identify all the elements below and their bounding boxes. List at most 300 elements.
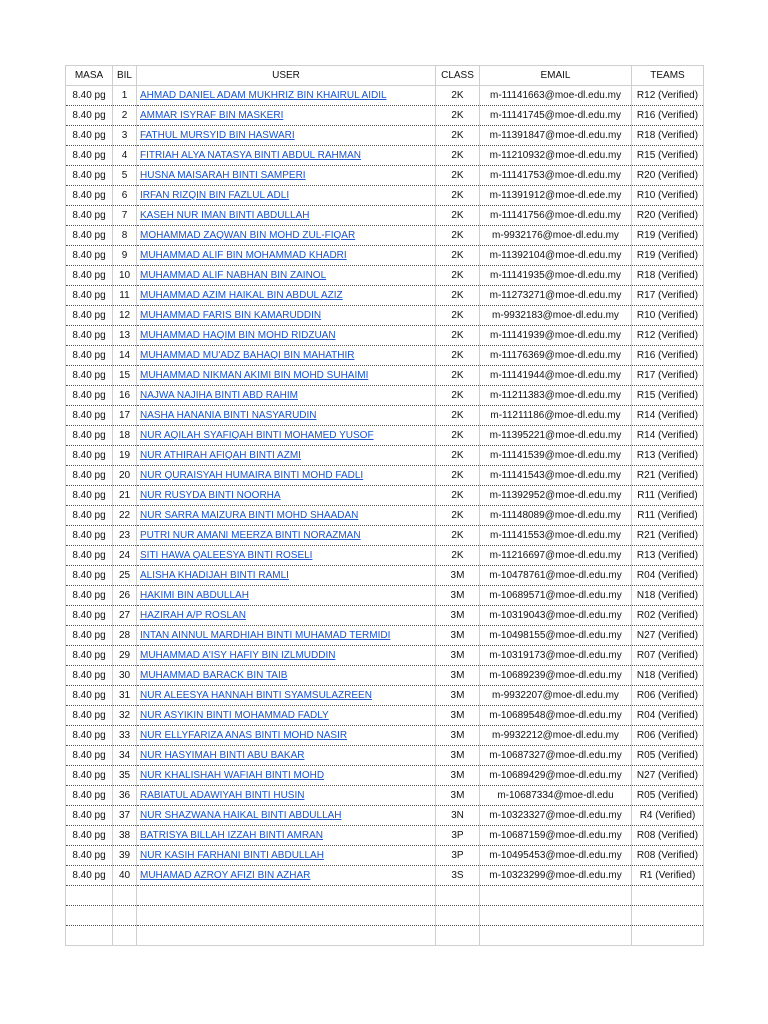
user-link[interactable]: MUHAMMAD HAQIM BIN MOHD RIDZUAN xyxy=(140,330,336,341)
class-cell: 2K xyxy=(436,526,480,546)
teams-cell: N27 (Verified) xyxy=(632,766,704,786)
user-link[interactable]: MUHAMMAD FARIS BIN KAMARUDDIN xyxy=(140,310,322,321)
user-link[interactable]: FITRIAH ALYA NATASYA BINTI ABDUL RAHMAN xyxy=(140,150,361,161)
class-cell: 2K xyxy=(436,306,480,326)
user-cell xyxy=(137,766,436,786)
bil-cell: 17 xyxy=(113,406,137,426)
email-cell: m-11391847@moe-dl.edu.my xyxy=(480,126,632,146)
teams-cell: R17 (Verified) xyxy=(632,286,704,306)
masa-cell: 8.40 pg xyxy=(66,506,113,526)
email-cell: m-11211383@moe-dl.edu.my xyxy=(480,386,632,406)
masa-cell: 8.40 pg xyxy=(66,826,113,846)
table-row xyxy=(66,346,704,366)
email-cell: m-11216697@moe-dl.edu.my xyxy=(480,546,632,566)
user-cell xyxy=(137,326,436,346)
user-cell xyxy=(137,826,436,846)
user-cell xyxy=(137,466,436,486)
table-row xyxy=(66,186,704,206)
user-cell xyxy=(137,406,436,426)
class-cell: 2K xyxy=(436,186,480,206)
masa-cell: 8.40 pg xyxy=(66,446,113,466)
user-cell xyxy=(137,686,436,706)
user-cell xyxy=(137,706,436,726)
user-link[interactable]: AMMAR ISYRAF BIN MASKERI xyxy=(140,110,284,121)
email-cell: m-10689239@moe-dl.edu.my xyxy=(480,666,632,686)
email-cell: m-10687327@moe-dl.edu.my xyxy=(480,746,632,766)
user-cell xyxy=(137,106,436,126)
email-cell: m-11141935@moe-dl.edu.my xyxy=(480,266,632,286)
empty-cell xyxy=(137,886,436,906)
email-cell: m-9932207@moe-dl.edu.my xyxy=(480,686,632,706)
empty-cell xyxy=(137,906,436,926)
masa-cell: 8.40 pg xyxy=(66,726,113,746)
user-link[interactable]: MOHAMMAD ZAQWAN BIN MOHD ZUL-FIQAR xyxy=(140,230,356,241)
user-cell xyxy=(137,866,436,886)
empty-cell xyxy=(66,926,113,946)
email-cell: m-10478761@moe-dl.edu.my xyxy=(480,566,632,586)
user-cell xyxy=(137,606,436,626)
class-cell: 2K xyxy=(436,166,480,186)
class-cell: 3N xyxy=(436,806,480,826)
masa-cell: 8.40 pg xyxy=(66,586,113,606)
email-cell: m-10323299@moe-dl.edu.my xyxy=(480,866,632,886)
empty-cell xyxy=(436,926,480,946)
class-cell: 2K xyxy=(436,226,480,246)
bil-cell: 26 xyxy=(113,586,137,606)
masa-cell: 8.40 pg xyxy=(66,866,113,886)
table-row xyxy=(66,326,704,346)
teams-cell: N18 (Verified) xyxy=(632,586,704,606)
empty-row xyxy=(66,886,704,906)
teams-cell: R10 (Verified) xyxy=(632,306,704,326)
user-cell xyxy=(137,526,436,546)
class-cell: 3M xyxy=(436,626,480,646)
user-cell xyxy=(137,486,436,506)
class-cell: 2K xyxy=(436,486,480,506)
masa-cell: 8.40 pg xyxy=(66,486,113,506)
user-link[interactable]: MUHAMMAD ALIF BIN MOHAMMAD KHADRI xyxy=(140,250,347,261)
teams-cell: R08 (Verified) xyxy=(632,826,704,846)
bil-cell: 3 xyxy=(113,126,137,146)
user-link[interactable]: NUR QURAISYAH HUMAIRA BINTI MOHD FADLI xyxy=(140,470,364,481)
masa-cell: 8.40 pg xyxy=(66,646,113,666)
email-cell: m-11392952@moe-dl.edu.my xyxy=(480,486,632,506)
email-cell: m-10689429@moe-dl.edu.my xyxy=(480,766,632,786)
empty-cell xyxy=(632,906,704,926)
teams-cell: R13 (Verified) xyxy=(632,446,704,466)
user-cell xyxy=(137,286,436,306)
user-cell xyxy=(137,546,436,566)
class-cell: 2K xyxy=(436,386,480,406)
masa-cell: 8.40 pg xyxy=(66,466,113,486)
user-cell xyxy=(137,366,436,386)
header-class: CLASS xyxy=(436,66,480,86)
table-row xyxy=(66,706,704,726)
masa-cell: 8.40 pg xyxy=(66,426,113,446)
teams-cell: R15 (Verified) xyxy=(632,146,704,166)
masa-cell: 8.40 pg xyxy=(66,246,113,266)
class-cell: 2K xyxy=(436,266,480,286)
user-link[interactable]: MUHAMMAD NIKMAN AKIMI BIN MOHD SUHAIMI xyxy=(140,370,369,381)
user-link[interactable]: MUHAMMAD ALIF NABHAN BIN ZAINOL xyxy=(140,270,327,281)
class-cell: 3P xyxy=(436,826,480,846)
bil-cell: 2 xyxy=(113,106,137,126)
teams-cell: N27 (Verified) xyxy=(632,626,704,646)
user-cell xyxy=(137,246,436,266)
teams-cell: R06 (Verified) xyxy=(632,686,704,706)
user-cell xyxy=(137,86,436,106)
user-cell xyxy=(137,306,436,326)
user-cell xyxy=(137,426,436,446)
teams-cell: R4 (Verified) xyxy=(632,806,704,826)
bil-cell: 40 xyxy=(113,866,137,886)
empty-cell xyxy=(480,926,632,946)
bil-cell: 5 xyxy=(113,166,137,186)
teams-cell: R14 (Verified) xyxy=(632,406,704,426)
user-cell xyxy=(137,566,436,586)
bil-cell: 13 xyxy=(113,326,137,346)
table-row xyxy=(66,86,704,106)
user-link[interactable]: HAZIRAH A/P ROSLAN xyxy=(140,610,246,621)
user-link[interactable]: MUHAMMAD AZIM HAIKAL BIN ABDUL AZIZ xyxy=(140,290,343,301)
class-cell: 3M xyxy=(436,706,480,726)
user-cell xyxy=(137,626,436,646)
teams-cell: R11 (Verified) xyxy=(632,486,704,506)
user-link[interactable]: NUR ASYIKIN BINTI MOHAMMAD FADLY xyxy=(140,710,329,721)
user-link[interactable]: KASEH NUR IMAN BINTI ABDULLAH xyxy=(140,210,310,221)
header-email: EMAIL xyxy=(480,66,632,86)
teams-cell: R08 (Verified) xyxy=(632,846,704,866)
user-cell xyxy=(137,226,436,246)
bil-cell: 12 xyxy=(113,306,137,326)
teams-cell: R04 (Verified) xyxy=(632,566,704,586)
table-row xyxy=(66,746,704,766)
table-row xyxy=(66,566,704,586)
table-row xyxy=(66,726,704,746)
email-cell: m-9932183@moe-dl.edu.my xyxy=(480,306,632,326)
user-link[interactable]: NUR RUSYDA BINTI NOORHA xyxy=(140,490,281,501)
table-row xyxy=(66,626,704,646)
teams-cell: R18 (Verified) xyxy=(632,266,704,286)
user-cell xyxy=(137,726,436,746)
user-link[interactable]: NUR KHALISHAH WAFIAH BINTI MOHD xyxy=(140,770,325,781)
user-link[interactable]: MUHAMMAD BARACK BIN TAIB xyxy=(140,670,288,681)
empty-cell xyxy=(436,886,480,906)
empty-cell xyxy=(113,906,137,926)
email-cell: m-10687334@moe-dl.edu xyxy=(480,786,632,806)
user-cell xyxy=(137,126,436,146)
table-row xyxy=(66,686,704,706)
class-roster-table xyxy=(65,65,704,946)
bil-cell: 23 xyxy=(113,526,137,546)
table-row xyxy=(66,226,704,246)
masa-cell: 8.40 pg xyxy=(66,206,113,226)
user-cell xyxy=(137,446,436,466)
bil-cell: 6 xyxy=(113,186,137,206)
class-cell: 3M xyxy=(436,666,480,686)
class-cell: 2K xyxy=(436,126,480,146)
email-cell: m-11141553@moe-dl.edu.my xyxy=(480,526,632,546)
class-cell: 3M xyxy=(436,586,480,606)
teams-cell: R21 (Verified) xyxy=(632,466,704,486)
table-row xyxy=(66,586,704,606)
user-cell xyxy=(137,786,436,806)
masa-cell: 8.40 pg xyxy=(66,746,113,766)
masa-cell: 8.40 pg xyxy=(66,366,113,386)
email-cell: m-10319173@moe-dl.edu.my xyxy=(480,646,632,666)
teams-cell: R1 (Verified) xyxy=(632,866,704,886)
table-row xyxy=(66,546,704,566)
user-link[interactable]: AHMAD DANIEL ADAM MUKHRIZ BIN KHAIRUL AIDIL xyxy=(140,90,387,101)
masa-cell: 8.40 pg xyxy=(66,86,113,106)
table-row xyxy=(66,386,704,406)
table-row xyxy=(66,526,704,546)
teams-cell: R06 (Verified) xyxy=(632,726,704,746)
email-cell: m-10495453@moe-dl.edu.my xyxy=(480,846,632,866)
class-cell: 2K xyxy=(436,506,480,526)
empty-cell xyxy=(480,886,632,906)
class-cell: 2K xyxy=(436,426,480,446)
teams-cell: R19 (Verified) xyxy=(632,246,704,266)
class-cell: 2K xyxy=(436,346,480,366)
bil-cell: 28 xyxy=(113,626,137,646)
user-cell xyxy=(137,506,436,526)
bil-cell: 16 xyxy=(113,386,137,406)
user-link[interactable]: NAJWA NAJIHA BINTI ABD RAHIM xyxy=(140,390,298,401)
bil-cell: 19 xyxy=(113,446,137,466)
empty-cell xyxy=(113,886,137,906)
table-row xyxy=(66,266,704,286)
header-masa: MASA xyxy=(66,66,113,86)
class-cell: 3S xyxy=(436,866,480,886)
teams-cell: N18 (Verified) xyxy=(632,666,704,686)
table-row xyxy=(66,146,704,166)
user-cell xyxy=(137,206,436,226)
user-link[interactable]: ALISHA KHADIJAH BINTI RAMLI xyxy=(140,570,289,581)
header-bil: BIL xyxy=(113,66,137,86)
teams-cell: R12 (Verified) xyxy=(632,86,704,106)
empty-cell xyxy=(66,886,113,906)
user-link[interactable]: INTAN AINNUL MARDHIAH BINTI MUHAMAD TERMIDI xyxy=(140,630,391,641)
teams-cell: R16 (Verified) xyxy=(632,106,704,126)
table-row xyxy=(66,866,704,886)
masa-cell: 8.40 pg xyxy=(66,106,113,126)
bil-cell: 25 xyxy=(113,566,137,586)
class-cell: 3M xyxy=(436,786,480,806)
teams-cell: R20 (Verified) xyxy=(632,166,704,186)
email-cell: m-11176369@moe-dl.edu.my xyxy=(480,346,632,366)
empty-cell xyxy=(436,906,480,926)
class-cell: 3M xyxy=(436,566,480,586)
user-link[interactable]: NUR SHAZWANA HAIKAL BINTI ABDULLAH xyxy=(140,810,342,821)
user-link[interactable]: NUR ELLYFARIZA ANAS BINTI MOHD NASIR xyxy=(140,730,348,741)
class-cell: 3P xyxy=(436,846,480,866)
bil-cell: 31 xyxy=(113,686,137,706)
masa-cell: 8.40 pg xyxy=(66,806,113,826)
bil-cell: 36 xyxy=(113,786,137,806)
class-cell: 3M xyxy=(436,766,480,786)
teams-cell: R21 (Verified) xyxy=(632,526,704,546)
masa-cell: 8.40 pg xyxy=(66,306,113,326)
teams-cell: R04 (Verified) xyxy=(632,706,704,726)
user-cell xyxy=(137,666,436,686)
bil-cell: 18 xyxy=(113,426,137,446)
bil-cell: 30 xyxy=(113,666,137,686)
user-link[interactable]: NUR ATHIRAH AFIQAH BINTI AZMI xyxy=(140,450,301,461)
user-link[interactable]: SITI HAWA QALEESYA BINTI ROSELI xyxy=(140,550,313,561)
bil-cell: 15 xyxy=(113,366,137,386)
teams-cell: R12 (Verified) xyxy=(632,326,704,346)
user-link[interactable]: IRFAN RIZQIN BIN FAZLUL ADLI xyxy=(140,190,290,201)
email-cell: m-11141543@moe-dl.edu.my xyxy=(480,466,632,486)
masa-cell: 8.40 pg xyxy=(66,606,113,626)
user-link[interactable]: PUTRI NUR AMANI MEERZA BINTI NORAZMAN xyxy=(140,530,361,541)
user-link[interactable]: NUR ALEESYA HANNAH BINTI SYAMSULAZREEN xyxy=(140,690,372,701)
bil-cell: 33 xyxy=(113,726,137,746)
user-link[interactable]: NUR SARRA MAIZURA BINTI MOHD SHAADAN xyxy=(140,510,359,521)
bil-cell: 27 xyxy=(113,606,137,626)
user-link[interactable]: NUR KASIH FARHANI BINTI ABDULLAH xyxy=(140,850,324,861)
empty-cell xyxy=(66,906,113,926)
bil-cell: 35 xyxy=(113,766,137,786)
masa-cell: 8.40 pg xyxy=(66,706,113,726)
masa-cell: 8.40 pg xyxy=(66,186,113,206)
bil-cell: 21 xyxy=(113,486,137,506)
user-cell xyxy=(137,346,436,366)
bil-cell: 10 xyxy=(113,266,137,286)
bil-cell: 22 xyxy=(113,506,137,526)
teams-cell: R19 (Verified) xyxy=(632,226,704,246)
user-cell xyxy=(137,586,436,606)
masa-cell: 8.40 pg xyxy=(66,406,113,426)
header-user: USER xyxy=(137,66,436,86)
teams-cell: R02 (Verified) xyxy=(632,606,704,626)
teams-cell: R14 (Verified) xyxy=(632,426,704,446)
email-cell: m-11395221@moe-dl.edu.my xyxy=(480,426,632,446)
class-cell: 2K xyxy=(436,466,480,486)
table-row xyxy=(66,166,704,186)
bil-cell: 11 xyxy=(113,286,137,306)
empty-row xyxy=(66,906,704,926)
bil-cell: 8 xyxy=(113,226,137,246)
table-row xyxy=(66,126,704,146)
class-cell: 3M xyxy=(436,726,480,746)
user-link[interactable]: BATRISYA BILLAH IZZAH BINTI AMRAN xyxy=(140,830,324,841)
masa-cell: 8.40 pg xyxy=(66,126,113,146)
email-cell: m-11391912@moe-dl.ede.my xyxy=(480,186,632,206)
email-cell: m-11141939@moe-dl.edu.my xyxy=(480,326,632,346)
email-cell: m-11141745@moe-dl.edu.my xyxy=(480,106,632,126)
masa-cell: 8.40 pg xyxy=(66,546,113,566)
class-cell: 2K xyxy=(436,86,480,106)
masa-cell: 8.40 pg xyxy=(66,346,113,366)
bil-cell: 29 xyxy=(113,646,137,666)
bil-cell: 39 xyxy=(113,846,137,866)
bil-cell: 1 xyxy=(113,86,137,106)
email-cell: m-11210932@moe-dl.edu.my xyxy=(480,146,632,166)
class-cell: 2K xyxy=(436,326,480,346)
user-link[interactable]: HAKIMI BIN ABDULLAH xyxy=(140,590,249,601)
user-link[interactable]: NASHA HANANIA BINTI NASYARUDIN xyxy=(140,410,317,421)
teams-cell: R13 (Verified) xyxy=(632,546,704,566)
email-cell: m-10319043@moe-dl.edu.my xyxy=(480,606,632,626)
user-cell xyxy=(137,646,436,666)
masa-cell: 8.40 pg xyxy=(66,786,113,806)
header-teams: TEAMS xyxy=(632,66,704,86)
empty-cell xyxy=(113,926,137,946)
table-row xyxy=(66,466,704,486)
email-cell: m-10323327@moe-dl.edu.my xyxy=(480,806,632,826)
bil-cell: 20 xyxy=(113,466,137,486)
table-row xyxy=(66,786,704,806)
class-cell: 2K xyxy=(436,146,480,166)
user-link[interactable]: MUHAMAD AZROY AFIZI BIN AZHAR xyxy=(140,870,311,881)
masa-cell: 8.40 pg xyxy=(66,386,113,406)
masa-cell: 8.40 pg xyxy=(66,286,113,306)
table-row xyxy=(66,826,704,846)
masa-cell: 8.40 pg xyxy=(66,226,113,246)
bil-cell: 34 xyxy=(113,746,137,766)
user-link[interactable]: HUSNA MAISARAH BINTI SAMPERI xyxy=(140,170,306,181)
user-link[interactable]: RABIATUL ADAWIYAH BINTI HUSIN xyxy=(140,790,305,801)
table-row xyxy=(66,846,704,866)
masa-cell: 8.40 pg xyxy=(66,626,113,646)
teams-cell: R18 (Verified) xyxy=(632,126,704,146)
header-row xyxy=(66,66,704,86)
masa-cell: 8.40 pg xyxy=(66,266,113,286)
class-cell: 2K xyxy=(436,546,480,566)
masa-cell: 8.40 pg xyxy=(66,846,113,866)
teams-cell: R07 (Verified) xyxy=(632,646,704,666)
table-row xyxy=(66,486,704,506)
masa-cell: 8.40 pg xyxy=(66,166,113,186)
teams-cell: R16 (Verified) xyxy=(632,346,704,366)
class-cell: 2K xyxy=(436,286,480,306)
user-link[interactable]: MUHAMMAD MU'ADZ BAHAQI BIN MAHATHIR xyxy=(140,350,355,361)
user-link[interactable]: NUR HASYIMAH BINTI ABU BAKAR xyxy=(140,750,305,761)
table-row xyxy=(66,206,704,226)
email-cell: m-11141539@moe-dl.edu.my xyxy=(480,446,632,466)
teams-cell: R17 (Verified) xyxy=(632,366,704,386)
empty-cell xyxy=(480,906,632,926)
table-row xyxy=(66,666,704,686)
user-link[interactable]: NUR AQILAH SYAFIQAH BINTI MOHAMED YUSOF xyxy=(140,430,374,441)
empty-cell xyxy=(632,926,704,946)
email-cell: m-10498155@moe-dl.edu.my xyxy=(480,626,632,646)
class-cell: 3M xyxy=(436,686,480,706)
email-cell: m-11141663@moe-dl.edu.my xyxy=(480,86,632,106)
email-cell: m-11141756@moe-dl.edu.my xyxy=(480,206,632,226)
email-cell: m-10689571@moe-dl.edu.my xyxy=(480,586,632,606)
class-cell: 2K xyxy=(436,366,480,386)
bil-cell: 7 xyxy=(113,206,137,226)
bil-cell: 37 xyxy=(113,806,137,826)
bil-cell: 24 xyxy=(113,546,137,566)
user-link[interactable]: FATHUL MURSYID BIN HASWARI xyxy=(140,130,295,141)
table-row xyxy=(66,506,704,526)
email-cell: m-11141944@moe-dl.edu.my xyxy=(480,366,632,386)
teams-cell: R05 (Verified) xyxy=(632,786,704,806)
user-link[interactable]: MUHAMMAD A'ISY HAFIY BIN IZLMUDDIN xyxy=(140,650,336,661)
empty-cell xyxy=(632,886,704,906)
user-cell xyxy=(137,386,436,406)
user-cell xyxy=(137,266,436,286)
email-cell: m-10689548@moe-dl.edu.my xyxy=(480,706,632,726)
teams-cell: R10 (Verified) xyxy=(632,186,704,206)
email-cell: m-11148089@moe-dl.edu.my xyxy=(480,506,632,526)
table-row xyxy=(66,106,704,126)
email-cell: m-11141753@moe-dl.edu.my xyxy=(480,166,632,186)
